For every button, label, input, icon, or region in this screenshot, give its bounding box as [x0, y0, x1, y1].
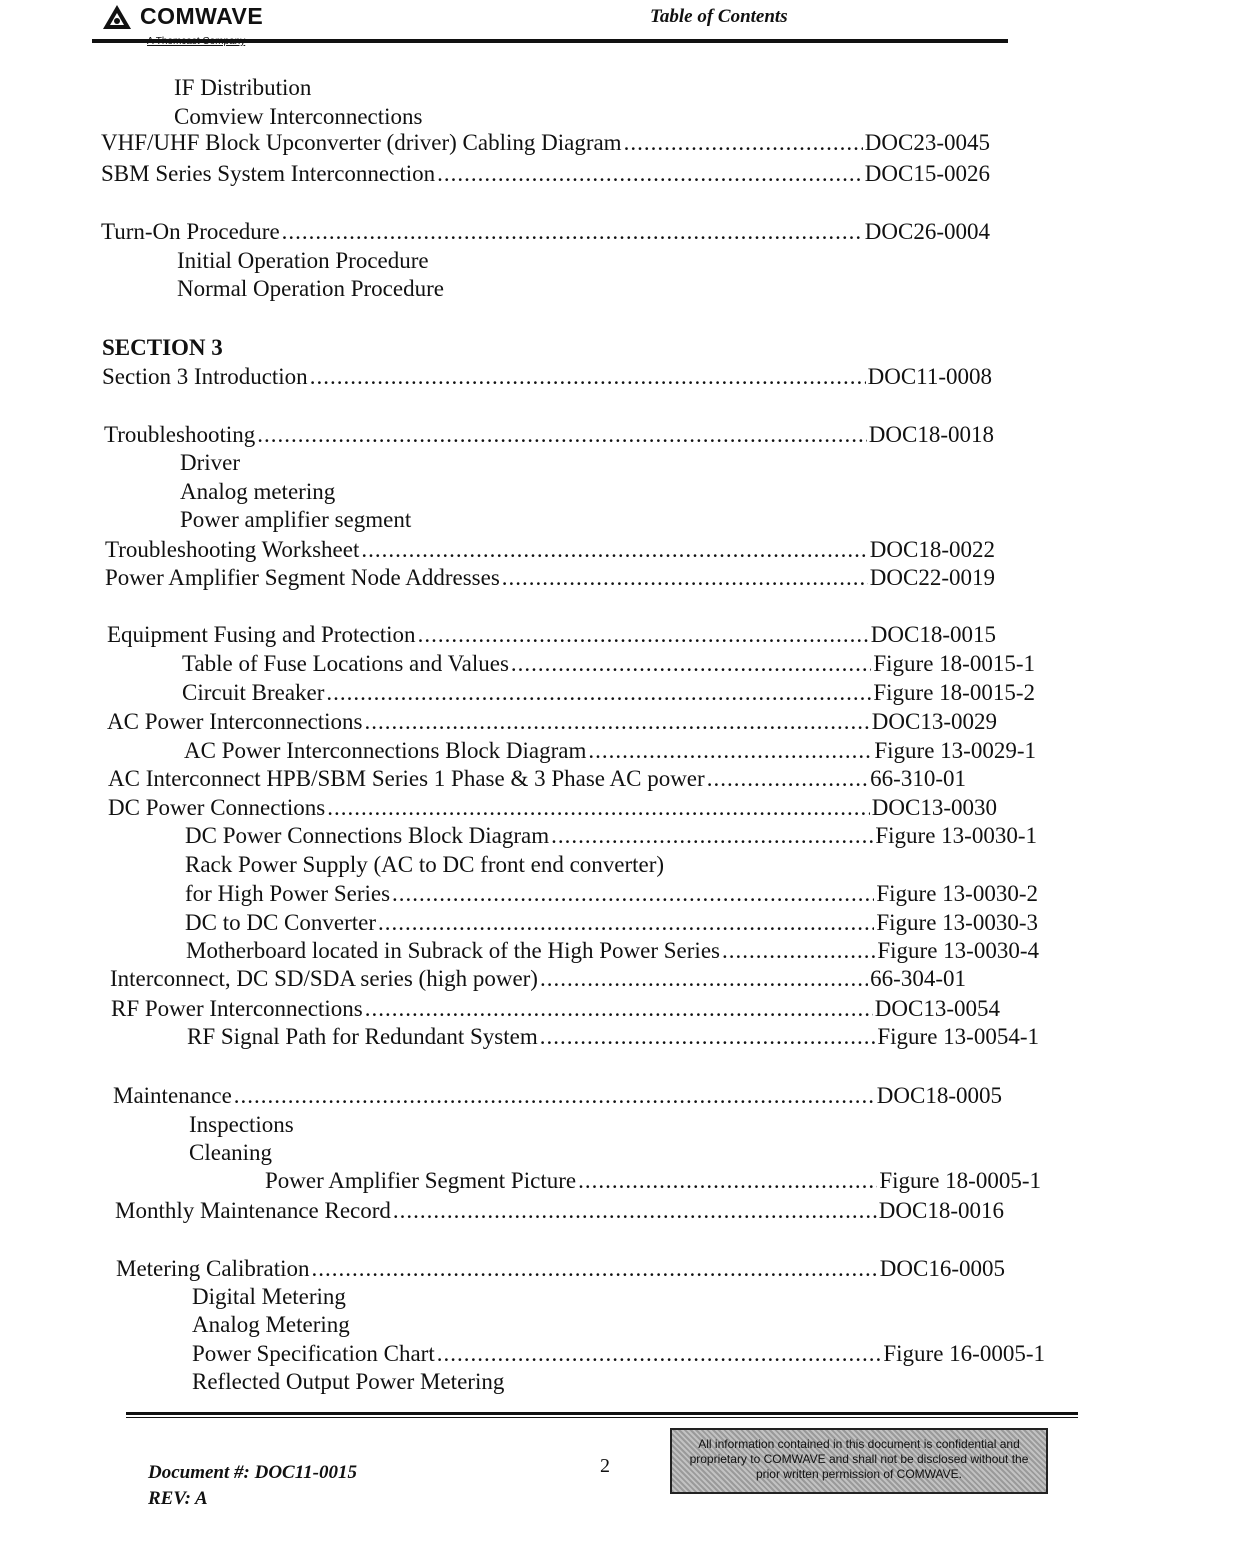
toc-entry-title: for High Power Series	[185, 881, 391, 906]
footer-rule-thin	[126, 1417, 1078, 1418]
leader-dots	[707, 764, 868, 794]
leader-dots	[327, 793, 870, 823]
toc-entry-ref: DOC11-0008	[867, 364, 992, 389]
section-heading-text: SECTION 3	[102, 335, 223, 360]
toc-entry-title: Cleaning	[189, 1140, 273, 1165]
toc-entry-ref: DOC23-0045	[864, 130, 990, 155]
leader-dots	[234, 1081, 875, 1111]
toc-entry	[187, 1022, 1039, 1052]
toc-entry-title: Section 3 Introduction	[102, 364, 308, 389]
toc-entry-title: Initial Operation Procedure	[177, 248, 429, 273]
toc-entry-title: Troubleshooting	[104, 422, 256, 447]
toc-entry-ref: DOC15-0026	[864, 161, 990, 186]
toc-entry-ref: DOC18-0016	[878, 1198, 1004, 1223]
toc-entry-title: Metering Calibration	[116, 1256, 310, 1281]
toc-entry	[110, 964, 966, 994]
toc-entry-title: Power Amplifier Segment Picture	[265, 1168, 577, 1193]
toc-entry-title: RF Signal Path for Redundant System	[187, 1024, 538, 1049]
toc-entry	[105, 563, 995, 593]
toc-entry-title: DC Power Connections	[108, 795, 326, 820]
toc-entry-title: Analog Metering	[192, 1312, 350, 1337]
toc-entry	[182, 678, 1035, 708]
toc-entry	[265, 1166, 1041, 1196]
toc-entry-ref: Figure 16-0005-1	[883, 1341, 1045, 1366]
toc-entry	[180, 505, 411, 535]
toc-entry	[101, 128, 990, 158]
leader-dots	[540, 964, 868, 994]
page-number: 2	[600, 1455, 610, 1477]
toc-entry-ref: DOC22-0019	[869, 565, 995, 590]
toc-entry-title: Comview Interconnections	[174, 104, 423, 129]
toc-entry-title: Rack Power Supply (AC to DC front end converter)	[185, 852, 665, 877]
toc-entry	[107, 620, 996, 650]
toc-entry-title: Circuit Breaker	[182, 680, 325, 705]
toc-entry-ref: 66-310-01	[870, 766, 966, 791]
leader-dots	[365, 994, 873, 1024]
toc-entry	[177, 246, 429, 276]
leader-dots	[282, 217, 863, 247]
toc-entry	[189, 1110, 294, 1140]
toc-entry	[113, 1081, 1002, 1111]
leader-dots	[392, 879, 874, 909]
toc-entry-title: Motherboard located in Subrack of the High Power Series	[186, 938, 720, 963]
leader-dots	[361, 535, 867, 565]
toc-entry-title: DC Power Connections Block Diagram	[185, 823, 550, 848]
toc-entry	[101, 217, 990, 247]
toc-entry-title: Maintenance	[113, 1083, 232, 1108]
toc-entry-title: VHF/UHF Block Upconverter (driver) Cabling Diagram	[101, 130, 622, 155]
toc-entry	[101, 159, 990, 189]
toc-entry-title: Power Specification Chart	[192, 1341, 435, 1366]
toc-entry-ref: DOC18-0005	[876, 1083, 1002, 1108]
toc-entry-title: AC Interconnect HPB/SBM Series 1 Phase & 3 Phase AC power	[108, 766, 705, 791]
toc-entry	[185, 850, 664, 880]
toc-entry-title: Power amplifier segment	[180, 507, 412, 532]
leader-dots	[418, 620, 869, 650]
toc-entry	[174, 73, 311, 103]
toc-entry-title: Equipment Fusing and Protection	[107, 622, 416, 647]
toc-entry	[185, 879, 1038, 909]
footer-rule	[126, 1412, 1078, 1415]
toc-entry-ref: DOC16-0005	[879, 1256, 1005, 1281]
toc-entry-ref: DOC18-0015	[870, 622, 996, 647]
toc-entry-ref: Figure 13-0030-2	[876, 881, 1038, 906]
toc-entry	[180, 448, 240, 478]
toc-entry-title: Inspections	[189, 1112, 294, 1137]
leader-dots	[437, 159, 863, 189]
toc-entry-title: SBM Series System Interconnection	[101, 161, 436, 186]
leader-dots	[312, 1254, 878, 1284]
toc-entry-title: Normal Operation Procedure	[177, 276, 444, 301]
leader-dots	[393, 1196, 877, 1226]
toc-entry-ref: Figure 18-0015-2	[873, 680, 1035, 705]
toc-entry	[192, 1339, 1045, 1369]
toc-entry-title: IF Distribution	[174, 75, 312, 100]
toc-entry-ref: DOC26-0004	[864, 219, 990, 244]
toc-entry	[105, 535, 995, 565]
toc-entry-ref: Figure 13-0030-4	[877, 938, 1039, 963]
toc-entry-title: Power Amplifier Segment Node Addresses	[105, 565, 500, 590]
logo-name: COMWAVE	[140, 3, 264, 29]
toc-entry-ref: Figure 18-0005-1	[879, 1168, 1041, 1193]
toc-entry	[192, 1367, 504, 1397]
toc-entry	[177, 274, 444, 304]
leader-dots	[551, 821, 873, 851]
leader-dots	[722, 936, 875, 966]
toc-entry-ref: Figure 13-0029-1	[874, 738, 1036, 763]
toc-entry-title: Turn-On Procedure	[101, 219, 280, 244]
document-number: Document #: DOC11-0015	[148, 1462, 357, 1483]
leader-dots	[511, 649, 871, 679]
toc-entry-title: Interconnect, DC SD/SDA series (high power)	[110, 966, 538, 991]
toc-entry	[108, 764, 966, 794]
toc-entry-title: Digital Metering	[192, 1284, 346, 1309]
toc-entry-title: Driver	[180, 450, 241, 475]
toc-entry-ref: DOC18-0018	[868, 422, 994, 447]
toc-entry	[180, 477, 335, 507]
leader-dots	[365, 707, 870, 737]
leader-dots	[257, 420, 867, 450]
leader-dots	[378, 908, 874, 938]
toc-entry-title: AC Power Interconnections Block Diagram	[184, 738, 587, 763]
toc-entry-ref: 66-304-01	[870, 966, 966, 991]
toc-entry-title: DC to DC Converter	[185, 910, 377, 935]
leader-dots	[326, 678, 871, 708]
toc-entry	[184, 736, 1036, 766]
toc-entry-ref: DOC13-0030	[871, 795, 997, 820]
toc-entry	[189, 1138, 272, 1168]
confidentiality-notice: All information contained in this document is confidential and proprietary to COMWAVE and shall not be disclosed without the prior written permission of COMWAVE.	[670, 1428, 1048, 1494]
toc-entry-title: AC Power Interconnections	[107, 709, 363, 734]
toc-entry	[182, 649, 1035, 679]
toc-entry-title: Troubleshooting Worksheet	[105, 537, 360, 562]
toc-entry	[116, 1254, 1005, 1284]
toc-entry	[104, 420, 994, 450]
toc-entry	[111, 994, 1000, 1024]
toc-entry-ref: Figure 13-0030-3	[876, 910, 1038, 935]
leader-dots	[310, 362, 866, 392]
footer-document-info	[148, 1460, 357, 1512]
leader-dots	[437, 1339, 882, 1369]
toc-entry-ref: DOC18-0022	[869, 537, 995, 562]
toc-entry-ref: Figure 18-0015-1	[873, 651, 1035, 676]
toc-entry	[108, 793, 997, 823]
page-header-title: Table of Contents	[650, 6, 788, 27]
toc-entry	[115, 1196, 1004, 1226]
toc-entry	[192, 1310, 350, 1340]
toc-entry-ref: DOC13-0029	[871, 709, 997, 734]
toc-entry	[185, 821, 1037, 851]
toc-entry-ref: Figure 13-0030-1	[875, 823, 1037, 848]
toc-entry	[107, 707, 997, 737]
leader-dots	[578, 1166, 877, 1196]
toc-entry-title: Table of Fuse Locations and Values	[182, 651, 509, 676]
toc-entry	[102, 362, 992, 392]
leader-dots	[540, 1022, 876, 1052]
revision: REV: A	[148, 1488, 208, 1509]
toc-entry-title: Analog metering	[180, 479, 336, 504]
toc-entry-title: Reflected Output Power Metering	[192, 1369, 505, 1394]
toc-entry-ref: Figure 13-0054-1	[877, 1024, 1039, 1049]
toc-entry	[186, 936, 1039, 966]
leader-dots	[588, 736, 872, 766]
section-heading	[102, 333, 223, 363]
leader-dots	[502, 563, 868, 593]
toc-entry-title: Monthly Maintenance Record	[115, 1198, 391, 1223]
toc-entry	[185, 908, 1038, 938]
toc-entry-title: RF Power Interconnections	[111, 996, 363, 1021]
toc-entry	[192, 1282, 346, 1312]
leader-dots	[624, 128, 863, 158]
toc-entry-ref: DOC13-0054	[874, 996, 1000, 1021]
